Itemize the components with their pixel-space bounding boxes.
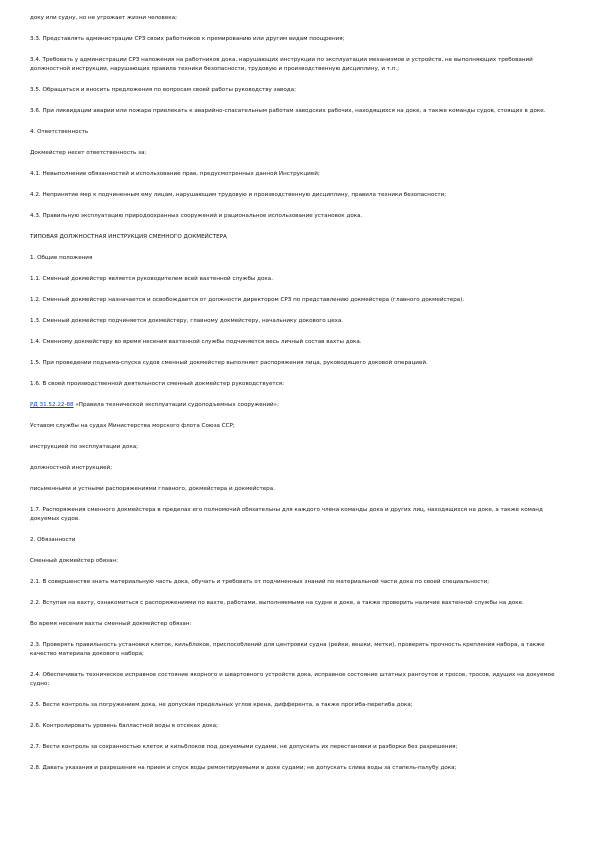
- paragraph: 2.2. Вступая на вахту, ознакомиться с распоряжениями по вахте, работами, выполняемыми на судне в доке, а также проверить наличие вахтенной службы на доке.: [30, 600, 524, 606]
- paragraph: инструкцией по эксплуатации дока;: [30, 444, 139, 450]
- paragraph: 4.2. Непринятие мер к подчиненным ему лицам, нарушающим трудовую и производственную дисциплину, правила техники безопасности;: [30, 192, 447, 198]
- section-heading: 1. Общие положения: [30, 255, 93, 261]
- paragraph: 4.1. Невыполнение обязанностей и использование прав, предусмотренных данной Инструкцией;: [30, 171, 320, 177]
- paragraph: 1.5. При проведении подъема-спуска судов сменный докмейстер выполняет распоряжения лица, руководящего доковой операцией.: [30, 360, 428, 366]
- paragraph: письменными и устными распоряжениями главного, докмейстера и докмейстера.: [30, 486, 275, 492]
- paragraph: доку или судну, но не угрожает жизни человека;: [30, 15, 177, 21]
- paragraph: 3.3. Представлять администрации СРЗ своих работников к премированию или другим видам поощрения;: [30, 36, 345, 42]
- link-description: «Правила технической эксплуатации судоподъемных сооружений»;: [73, 402, 279, 408]
- paragraph: 1.2. Сменный докмейстер назначается и освобождается от должности директором СРЗ по представлению докмейстера (главного докмейстера).: [30, 297, 465, 303]
- paragraph: Во время несения вахты сменный докмейстер обязан:: [30, 621, 192, 627]
- paragraph: 2.4. Обеспечивать техническое исправное состояние якорного и швартовного устройств дока, исправное состояние штатных рангоутов и тросов, тросов, идущих на докуемое судно;: [30, 672, 555, 687]
- paragraph: 3.6. При ликвидации аварии или пожара привлекать к аварийно-спасательным работам заводских рабочих, находящихся на доке, а также команды судов, стоящих в доке.: [30, 108, 546, 114]
- paragraph: 1.6. В своей производственной деятельности сменный докмейстер руководствуется:: [30, 381, 285, 387]
- document-body: [30, 14, 565, 785]
- paragraph: 3.5. Обращаться и вносить предложения по вопросам своей работы руководству завода;: [30, 87, 296, 93]
- paragraph-with-link: [30, 401, 565, 410]
- document-link[interactable]: РД 31.52.22-88: [30, 402, 74, 408]
- paragraph: 2.5. Вести контроль за погружением дока, не допуская предельных углов крена, дифферента, а также прогиба-перегиба дока;: [30, 702, 413, 708]
- paragraph: 2.7. Вести контроль за сохранностью клеток и кильблоков под докуемыми судами, не допускать их перестановки и разборки без разрешения;: [30, 744, 458, 750]
- paragraph: 3.4. Требовать у администрации СРЗ наложения на работников дока, нарушающих инструкции по эксплуатации механизмов и устройств, не выполняющих требований должностной инструкции, нарушающих правила техники безопасности, трудовую и производственную дисциплину, и т.п.;: [30, 57, 533, 72]
- paragraph: 2.8. Давать указания и разрешения на прием и спуск воды ремонтируемыми в доке судами; не допускать слива воды за стапель-палубу дока;: [30, 765, 457, 771]
- paragraph: Уставом службы на судах Министерства морского флота Союза ССР;: [30, 423, 235, 429]
- paragraph: 1.4. Сменному докмейстеру во время несения вахтенной службы подчиняется весь личный состав вахты дока.: [30, 339, 362, 345]
- paragraph: 2.1. В совершенстве знать материальную часть дока, обучать и требовать от подчиненных знаний по материальной части дока по своей специальности;: [30, 579, 490, 585]
- paragraph: должностной инструкцией;: [30, 465, 113, 471]
- paragraph: 4.3. Правильную эксплуатацию природоохранных сооружений и рациональное использование установок дока.: [30, 213, 363, 219]
- paragraph: 1.1. Сменный докмейстер является руководителем всей вахтенной службы дока.: [30, 276, 273, 282]
- paragraph: Докмейстер несет ответственность за:: [30, 150, 147, 156]
- document-title: ТИПОВАЯ ДОЛЖНОСТНАЯ ИНСТРУКЦИЯ СМЕННОГО ДОКМЕЙСТЕРА: [30, 234, 227, 240]
- paragraph: 2.3. Проверять правильность установки клеток, кильблоков, приспособлений для центровки судна (рейки, вешки, метки), проверять прочность крепления набора, а также качество материала докового набора;: [30, 642, 545, 657]
- section-heading: 2. Обязанности: [30, 537, 76, 543]
- paragraph: Сменный докмейстер обязан:: [30, 558, 118, 564]
- paragraph: 2.6. Контролировать уровень балластной воды в отсеках дока;: [30, 723, 218, 729]
- section-heading: 4. Ответственность: [30, 129, 89, 135]
- paragraph: 1.3. Сменный докмейстер подчиняется докмейстеру, главному докмейстеру, начальнику докового цеха.: [30, 318, 344, 324]
- paragraph: 1.7. Распоряжения сменного докмейстера в пределах его полномочий обязательны для каждого члена команды дока и других лиц, находящихся на доке, а также команд докуемых судов.: [30, 507, 543, 522]
